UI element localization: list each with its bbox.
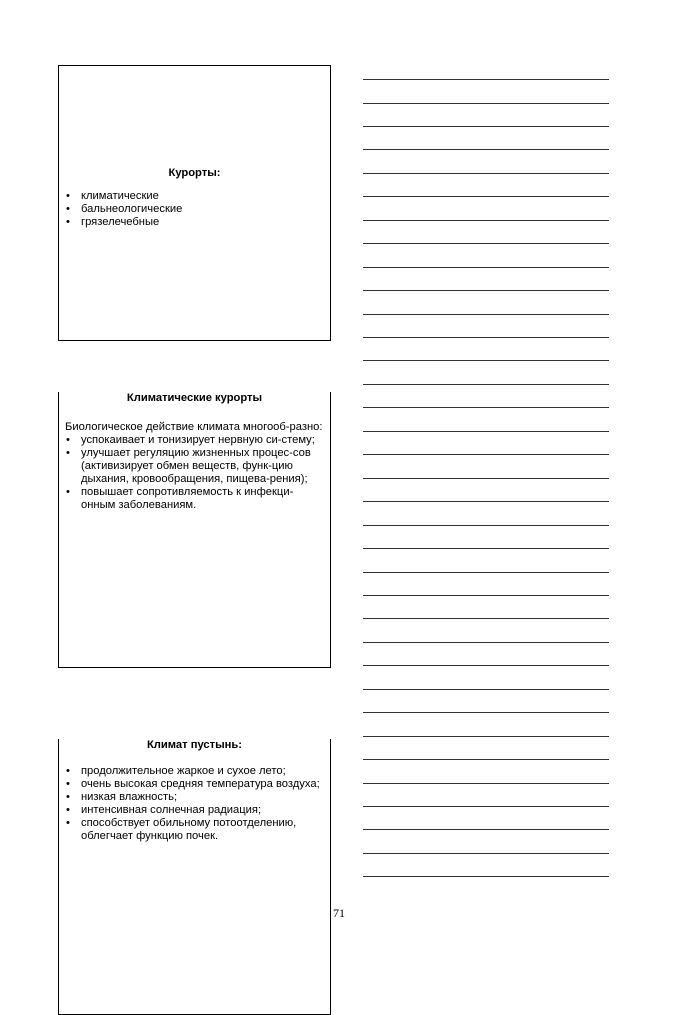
note-line [363,806,609,807]
list-item: • повышает сопротивляемость к инфекци-онным заболеваниям. [65,486,324,512]
note-line [363,407,609,408]
note-line [363,126,609,127]
note-line [363,149,609,150]
note-line [363,572,609,573]
note-line [363,103,609,104]
note-line [363,431,609,432]
slide-title: Климат пустынь: [146,739,243,751]
list-item: • очень высокая средняя температура воздуха; [65,778,324,791]
slide-title: Курорты: [168,167,221,179]
list-item: • интенсивная солнечная радиация; [65,804,324,817]
climate-effects-list [65,434,324,512]
note-line [363,595,609,596]
note-line [363,454,609,455]
note-line [363,665,609,666]
note-line [363,290,609,291]
slides-column [58,65,331,1015]
note-line [363,243,609,244]
note-line [363,829,609,830]
note-line [363,79,609,80]
note-line [363,478,609,479]
resort-types-list [65,190,324,229]
note-line [363,853,609,854]
note-line [363,525,609,526]
note-line [363,360,609,361]
page-number: 71 [333,906,345,920]
note-lines [363,0,609,960]
note-line [363,501,609,502]
slide-desert-climate [58,739,331,1015]
slide-title: Климатические курорты [126,392,263,404]
list-item: • улучшает регуляцию жизненных процес-сов (активизирует обмен веществ, функ-цию дыхания, кровообращения, пищева-рения); [65,447,324,486]
note-line [363,220,609,221]
note-line [363,783,609,784]
note-line [363,267,609,268]
slide-climatic-resorts [58,392,331,668]
note-line [363,736,609,737]
list-item: • бальнеологические [65,203,324,216]
note-line [363,759,609,760]
slide-intro: Биологическое действие климата многооб-разно: [65,421,323,433]
list-item: • климатические [65,190,324,203]
note-line [363,548,609,549]
list-item: • успокаивает и тонизирует нервную си-стему; [65,434,324,447]
note-line [363,689,609,690]
note-line [363,712,609,713]
desert-climate-list [65,765,324,843]
note-line [363,384,609,385]
note-line [363,196,609,197]
note-line [363,314,609,315]
list-item: • продолжительное жаркое и сухое лето; [65,765,324,778]
note-line [363,876,609,877]
slide-resorts [58,65,331,341]
list-item: • низкая влажность; [65,791,324,804]
list-item: • способствует обильному потоотделению, облегчает функцию почек. [65,817,324,843]
note-line [363,337,609,338]
list-item: • грязелечебные [65,216,324,229]
note-line [363,642,609,643]
note-line [363,618,609,619]
note-line [363,173,609,174]
